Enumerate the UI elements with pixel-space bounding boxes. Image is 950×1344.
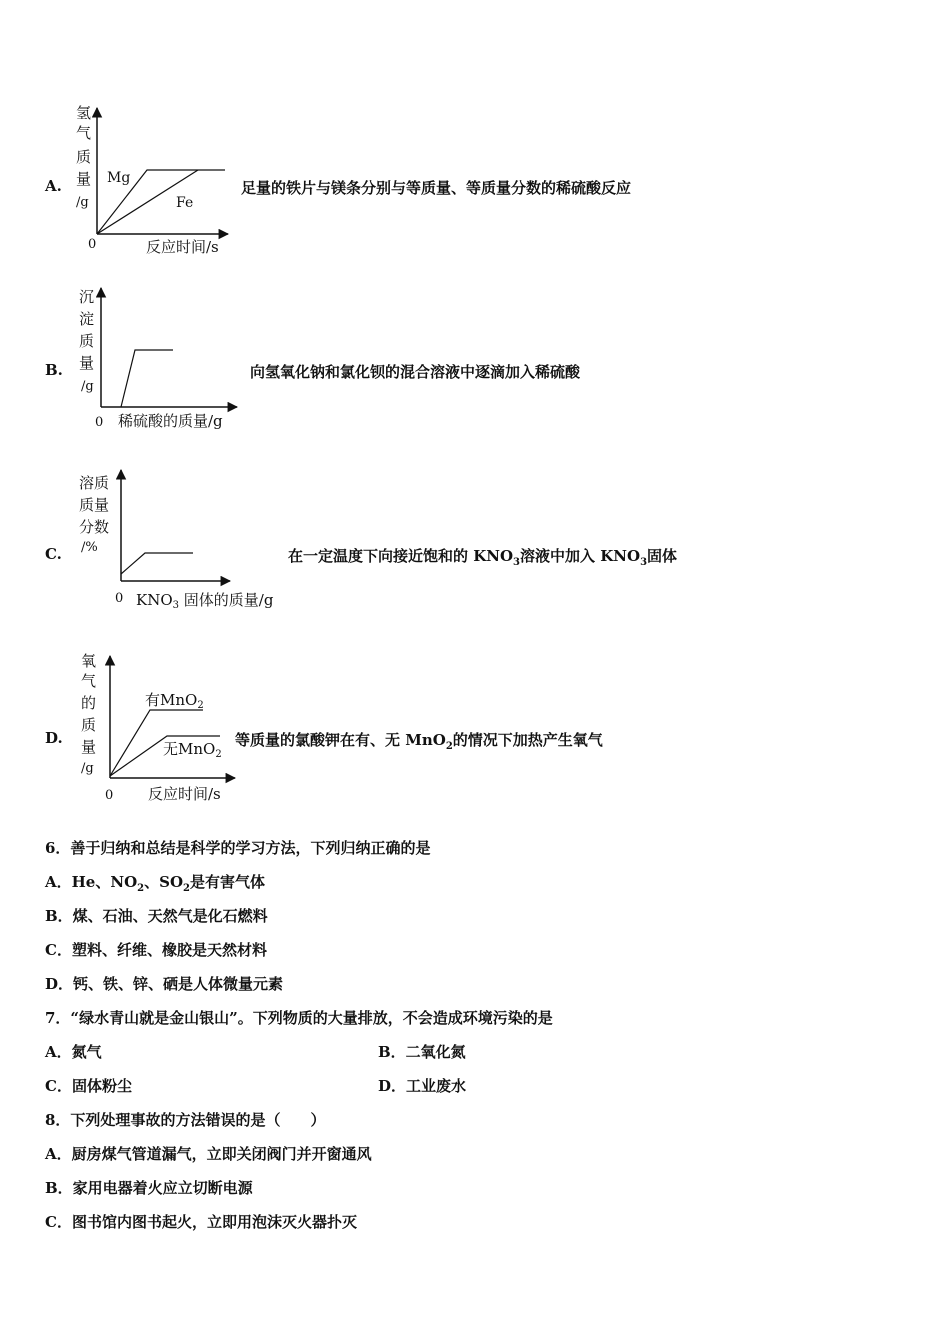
- option-letter: B.: [45, 361, 63, 379]
- y-label-char: 淀: [79, 310, 95, 328]
- y-label-char: 沉: [79, 288, 95, 306]
- graph-b: [75, 284, 245, 434]
- x-axis-label: 反应时间/s: [146, 238, 219, 256]
- y-label-char: 的: [81, 694, 97, 712]
- curve-label-mg: Mg: [107, 170, 131, 186]
- x-axis-label: 稀硫酸的质量/g: [118, 412, 223, 430]
- choice-c: C．固体粉尘: [45, 1077, 132, 1095]
- y-label-char: 气: [81, 672, 97, 690]
- y-label-unit: /g: [81, 379, 94, 394]
- y-label-char: 量: [81, 738, 97, 756]
- choice-d: D．钙、铁、锌、硒是人体微量元素: [45, 975, 284, 993]
- graph-a: [70, 100, 240, 260]
- y-label-char: 量: [79, 354, 95, 372]
- y-label-char: 质: [81, 716, 97, 734]
- option-description: 在一定温度下向接近饱和的 $KNO_3$溶液中加入 $KNO_3$固体: [288, 547, 678, 568]
- graph-c: [75, 466, 285, 616]
- question-stem: 6．善于归纳和总结是科学的学习方法，下列归纳正确的是: [45, 839, 431, 857]
- y-label-line: 分数: [79, 518, 110, 536]
- x-axis-label: $KNO_3$ 固体的质量/g: [136, 591, 274, 611]
- curve-label-without-mno2: 无MnO$_2$: [163, 740, 222, 760]
- choice-a: A．厨房煤气管道漏气，立即关闭阀门并开窗通风: [45, 1145, 372, 1163]
- option-letter: C.: [45, 545, 62, 563]
- origin-label: 0: [115, 591, 124, 606]
- origin-label: 0: [88, 237, 97, 252]
- option-description: 足量的铁片与镁条分别与等质量、等质量分数的稀硫酸反应: [241, 179, 632, 197]
- y-label-unit: /%: [81, 540, 98, 555]
- y-label-char: 质: [76, 148, 92, 166]
- graph-d: [75, 648, 245, 808]
- choice-b: B．二氧化氮: [378, 1043, 466, 1061]
- choice-b: B．煤、石油、天然气是化石燃料: [45, 907, 268, 925]
- choice-a: A．氮气: [45, 1043, 102, 1061]
- y-label-unit: /g: [76, 195, 89, 210]
- y-label-char: 氧: [81, 652, 97, 670]
- choice-c: C．塑料、纤维、橡胶是天然材料: [45, 941, 267, 959]
- curve-label-fe: Fe: [176, 195, 194, 211]
- origin-label: 0: [95, 415, 104, 430]
- choice-a: A．He、$NO_2$、$SO_2$是有害气体: [45, 873, 265, 894]
- y-label-char: 量: [76, 170, 92, 188]
- origin-label: 0: [105, 788, 114, 803]
- y-label-line: 溶质: [79, 474, 110, 492]
- question-stem: 8．下列处理事故的方法错误的是（ ）: [45, 1111, 326, 1129]
- choice-c: C．图书馆内图书起火，立即用泡沫灭火器扑灭: [45, 1213, 357, 1231]
- y-label-unit: /g: [81, 761, 94, 776]
- precipitate-curve: [121, 350, 173, 407]
- x-axis-label: 反应时间/s: [148, 785, 221, 803]
- y-label-line: 质量: [79, 496, 110, 514]
- option-description: 向氢氧化钠和氯化钡的混合溶液中逐滴加入稀硫酸: [250, 363, 581, 381]
- curve-label-with-mno2: 有MnO$_2$: [145, 691, 204, 711]
- choice-d: D．工业废水: [378, 1077, 467, 1095]
- question-stem: 7．“绿水青山就是金山银山”。下列物质的大量排放，不会造成环境污染的是: [45, 1009, 553, 1027]
- y-label-char: 氢: [76, 104, 92, 122]
- option-description: 等质量的氯酸钾在有、无 MnO$_2$的情况下加热产生氧气: [235, 731, 603, 752]
- option-letter: A.: [45, 177, 62, 195]
- choice-b: B．家用电器着火应立切断电源: [45, 1179, 253, 1197]
- option-letter: D.: [45, 729, 63, 747]
- y-label-char: 质: [79, 332, 95, 350]
- mass-fraction-curve: [121, 553, 193, 574]
- y-label-char: 气: [76, 124, 92, 142]
